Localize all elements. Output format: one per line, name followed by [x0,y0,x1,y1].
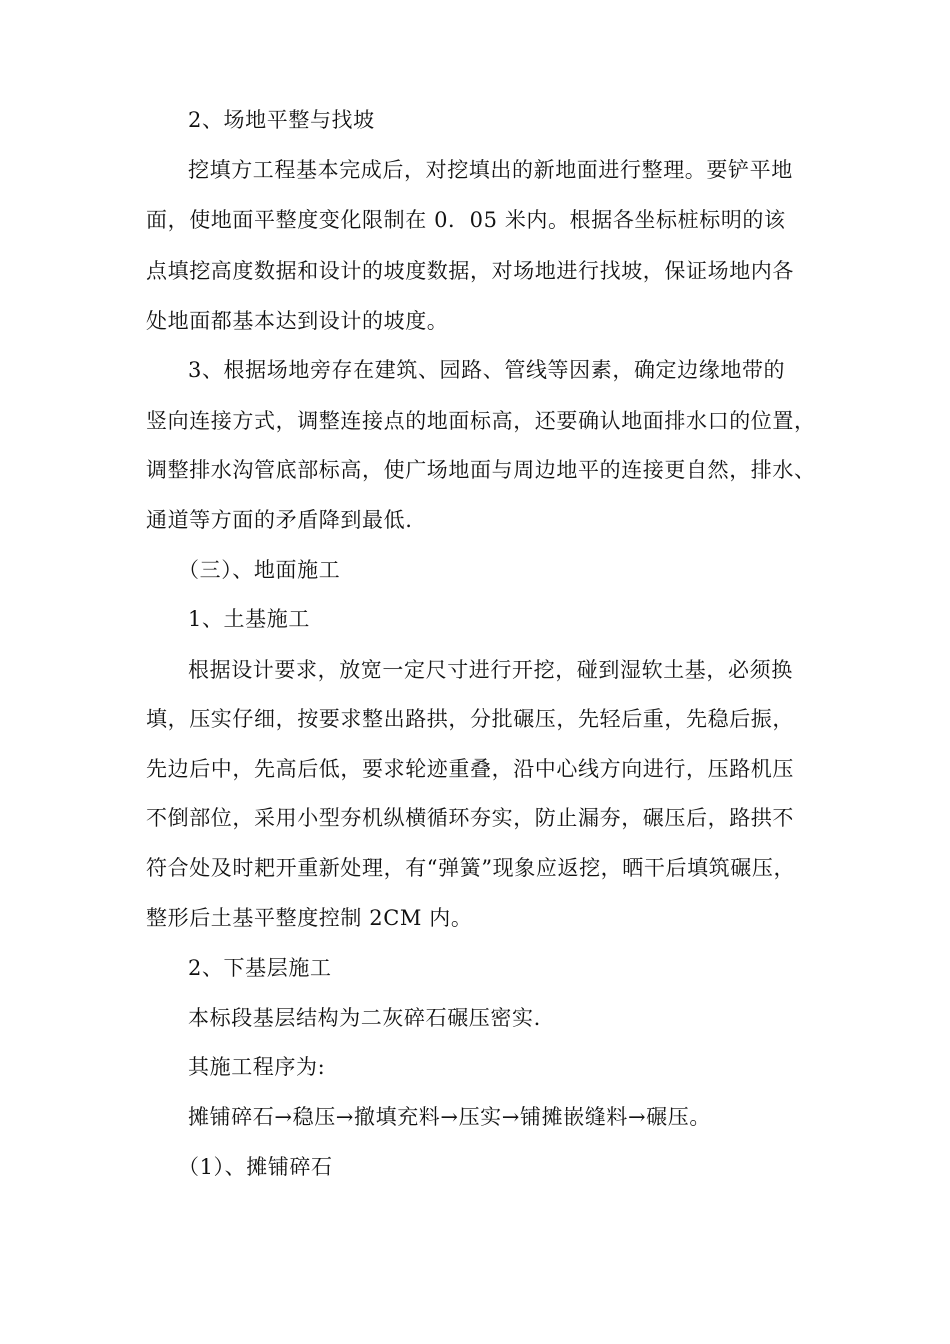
paragraph-line: 先边后中，先高后低，要求轮迹重叠，沿中心线方向进行，压路机压 [146,757,794,781]
paragraph-line: 通道等方面的矛盾降到最低. [146,508,413,532]
paragraph-line: 填，压实仔细，按要求整出路拱，分批碾压，先轻后重，先稳后振， [146,707,794,731]
section-heading: （三）、地面施工 [178,558,341,582]
paragraph-line: 其施工程序为: [188,1055,326,1079]
paragraph-line: 摊铺碎石→稳压→撤填充料→压实→铺摊嵌缝料→碾压。 [188,1105,711,1129]
paragraph-line: 调整排水沟管底部标高，使广场地面与周边地平的连接更自然，排水、 [146,458,816,482]
subsection-heading: （1）、摊铺碎石 [178,1155,333,1179]
paragraph-line: 整形后土基平整度控制 2CM 内。 [146,906,473,930]
section-heading: 2、场地平整与找坡 [188,108,375,132]
paragraph-line: 3、根据场地旁存在建筑、园路、管线等因素，确定边缘地带的 [188,358,786,382]
paragraph-line: 面，使地面平整度变化限制在 0．05 米内。根据各坐标桩标明的该 [146,208,786,232]
subsection-heading: 1、土基施工 [188,607,310,631]
paragraph-line: 挖填方工程基本完成后，对挖填出的新地面进行整理。要铲平地 [188,158,793,182]
paragraph-line: 根据设计要求，放宽一定尺寸进行开挖，碰到湿软土基，必须换 [188,658,793,682]
paragraph-line: 不倒部位，采用小型夯机纵横循环夯实，防止漏夯，碾压后，路拱不 [146,806,794,830]
paragraph-line: 竖向连接方式，调整连接点的地面标高，还要确认地面排水口的位置， [146,409,816,433]
paragraph-line: 处地面都基本达到设计的坡度。 [146,309,449,333]
subsection-heading: 2、下基层施工 [188,956,332,980]
paragraph-line: 本标段基层结构为二灰碎石碾压密实. [188,1006,541,1030]
paragraph-line: 点填挖高度数据和设计的坡度数据，对场地进行找坡，保证场地内各 [146,259,794,283]
paragraph-line: 符合处及时耙开重新处理，有“弹簧”现象应返挖，晒干后填筑碾压， [146,856,796,880]
